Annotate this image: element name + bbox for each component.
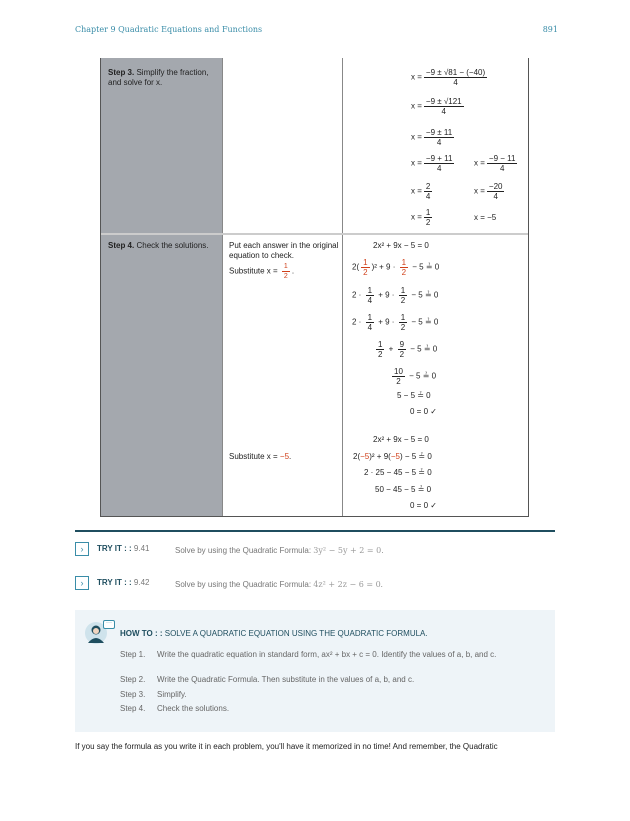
- chapter-header: Chapter 9 Quadratic Equations and Functions: [75, 25, 263, 34]
- row-divider: [101, 233, 528, 235]
- check1-line8: 0 = 0 ✓: [410, 407, 437, 416]
- body-paragraph: If you say the formula as you write it in each problem, you'll have it memorized in no time! And remember, the Quadratic: [75, 742, 498, 751]
- check1-line6: $\frac{10}{2}$ − 5 ≟ 0: [394, 367, 437, 386]
- check1-line2: 2( $\frac{1}{2}$ )² + 9 · $\frac{1}{2}$ − 5 ≟ 0: [352, 258, 440, 277]
- check2-line1: 2x² + 9x − 5 = 0: [373, 435, 429, 444]
- math-s3-line3: x = $\frac{-9 \pm 11}{4}$: [411, 128, 453, 147]
- step4-substitute1: Substitute x = $\frac{1}{2}$ .: [229, 263, 295, 280]
- page-number: 891: [542, 25, 558, 34]
- check1-line5: $\frac{1}{2}$ + $\frac{9}{2}$ − 5 ≟ 0: [378, 340, 438, 359]
- math-s3-line6b: x = −5: [474, 213, 497, 222]
- step4-text: Step 4. Check the solutions.: [108, 241, 209, 250]
- math-s3-line5b: x = $\frac{-20}{4}$: [474, 182, 503, 201]
- check1-line4: 2 · $\frac{1}{4}$ + 9 · $\frac{1}{2}$ − 5 ≟ 0: [352, 313, 439, 332]
- how-to-box: ··· HOW TO : : SOLVE A QUADRATIC EQUATION USING THE QUADRATIC FORMULA. Step 1. Write the quadratic equation in standard form, ax² + bx + c = 0. Identify the values of a, b, and c. Step 2. Write the Quadratic Formula. Then substitute in the values of a, b, and c. Step 3. Simplify. Step 4. Check the solutions.: [75, 610, 555, 732]
- step3-text: Step 3. Simplify the fraction, and solve for x.: [108, 68, 209, 87]
- chevron-right-icon[interactable]: ›: [75, 542, 89, 556]
- math-s3-line4a: x = $\frac{-9 + 11}{4}$: [411, 154, 453, 173]
- how-to-title: HOW TO : : SOLVE A QUADRATIC EQUATION USING THE QUADRATIC FORMULA.: [120, 629, 428, 638]
- check2-line4: 50 − 45 − 5 ≟ 0: [375, 485, 432, 494]
- section-divider: [75, 530, 555, 532]
- check1-line3: 2 · $\frac{1}{4}$ + 9 · $\frac{1}{2}$ − 5 ≟ 0: [352, 286, 439, 305]
- check1-line7: 5 − 5 ≟ 0: [397, 391, 431, 400]
- thought-bubble-icon: ···: [103, 620, 115, 629]
- math-s3-line6a: x = $\frac{1}{2}$: [411, 208, 431, 227]
- step4-substitute2: Substitute x = −5.: [229, 452, 292, 461]
- check1-line1: 2x² + 9x − 5 = 0: [373, 241, 429, 250]
- step-column: [101, 58, 222, 516]
- check2-line5: 0 = 0 ✓: [410, 501, 437, 510]
- solution-table: [100, 58, 529, 517]
- check2-line2: 2(−5)² + 9(−5) − 5 ≟ 0: [353, 452, 432, 461]
- math-s3-line1: x = $\frac{-9 \pm √81 - (-40)}{4}$: [411, 68, 486, 87]
- check2-line3: 2 · 25 − 45 − 5 ≟ 0: [364, 468, 432, 477]
- math-s3-line2: x = $\frac{-9 \pm √121}{4}$: [411, 97, 462, 116]
- math-s3-line5a: x = $\frac{2}{4}$: [411, 182, 431, 201]
- step4-intro: Put each answer in the original equation to check.: [229, 241, 339, 260]
- chevron-right-icon[interactable]: ›: [75, 576, 89, 590]
- math-s3-line4b: x = $\frac{-9 - 11}{4}$: [474, 154, 516, 173]
